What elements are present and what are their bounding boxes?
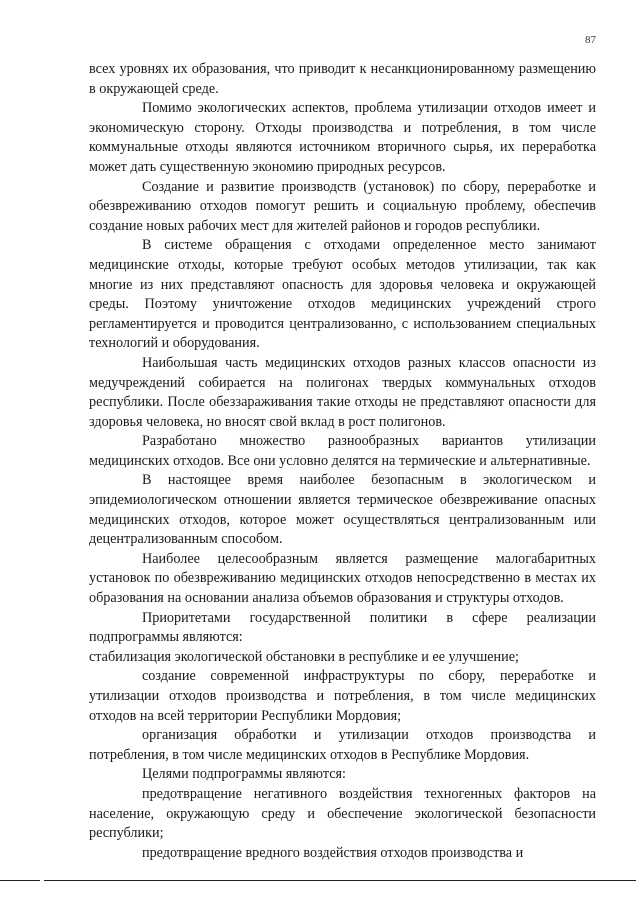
paragraph: стабилизация экологической обстановки в республике и ее улучшение;	[89, 648, 519, 665]
page-number: 87	[585, 34, 596, 46]
paragraph: Целями подпрограммы являются:	[142, 766, 346, 783]
paragraph: Создание и развитие производств (установок) по сбору, переработке и обезвреживанию отходов помогут решить и социальную проблему, обеспечив создание новых рабочих мест для жителей районов и городов республики.	[89, 178, 596, 234]
paragraph: создание современной инфраструктуры по сбору, переработке и утилизации отходов производства и потребления, в том числе медицинских отходов на всей территории Республики Мордовия;	[89, 668, 596, 724]
paragraph: В настоящее время наиболее безопасным в экологическом и эпидемиологическом отношении является термическое обезвреживание опасных медицинских отходов, которое может осуществляться централизованным или децентрализованным способом.	[89, 472, 596, 548]
footer-rule-left	[0, 880, 40, 881]
paragraph: всех уровнях их образования, что приводит к несанкционированному размещению в окружающей среде.	[89, 61, 596, 97]
document-body	[89, 60, 596, 863]
paragraph: организация обработки и утилизации отходов производства и потребления, в том числе медицинских отходов в Республике Мордовия.	[89, 727, 596, 763]
paragraph: предотвращение негативного воздействия техногенных факторов на население, окружающую среду и обеспечение экологической безопасности республики;	[89, 785, 596, 842]
paragraph: В системе обращения с отходами определенное место занимают медицинские отходы, которые требуют особых методов утилизации, так как многие из них представляют опасность для здоровья человека и окружающей среды. Поэтому уничтожение отходов медицинских учреждений строго регламентируется и проводится централизованно, с использованием специальных технологий и оборудования.	[89, 237, 596, 352]
paragraph: Разработано множество разнообразных вариантов утилизации медицинских отходов. Все они условно делятся на термические и альтернативные.	[89, 433, 596, 469]
paragraph: Помимо экологических аспектов, проблема утилизации отходов имеет и экономическую сторону. Отходы производства и потребления, в том числе коммунальные отходы являются источником вторичного сырья, их переработка может дать существенную экономию природных ресурсов.	[89, 100, 596, 175]
paragraph: Приоритетами государственной политики в сфере реализации подпрограммы являются:	[89, 609, 596, 646]
footer-rule	[44, 880, 636, 881]
paragraph: Наибольшая часть медицинских отходов разных классов опасности из медучреждений собирается на полигонах твердых коммунальных отходов республики. После обеззараживания такие отходы не представляют опасности для здоровья человека, но вносят свой вклад в рост полигонов.	[89, 354, 596, 430]
paragraph: Наиболее целесообразным является размещение малогабаритных установок по обезвреживанию медицинских отходов непосредственно в местах их образования на основании анализа объемов образования и структуры отходов.	[89, 550, 596, 607]
paragraph: предотвращение вредного воздействия отходов производства и	[142, 844, 524, 861]
